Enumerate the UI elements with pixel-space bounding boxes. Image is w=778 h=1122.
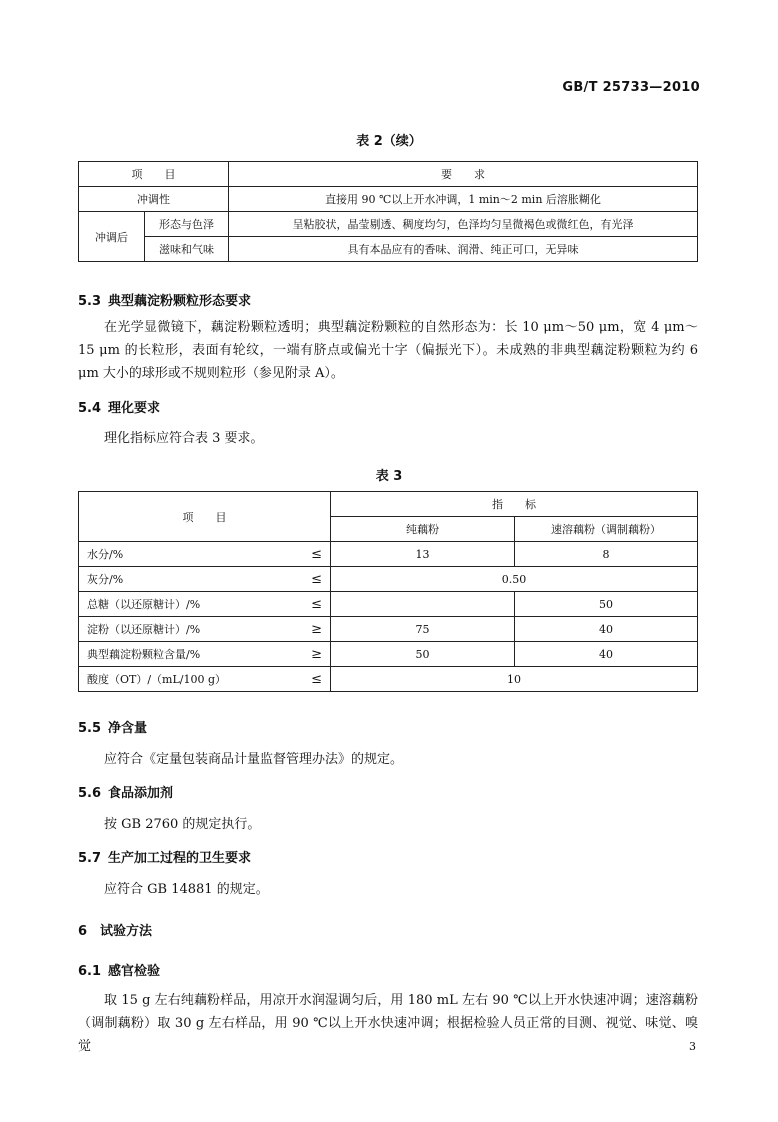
section-heading: [78, 717, 147, 736]
section-number: 5.4: [78, 401, 102, 416]
row-name: 淀粉（以还原糖计）/%: [79, 617, 279, 642]
row-symbol: ≥: [279, 617, 331, 642]
section-number: 5.7: [78, 851, 102, 866]
section-heading: [78, 782, 173, 801]
row-subitem: 形态与色泽: [145, 212, 229, 237]
table-row: [79, 542, 698, 567]
row-merged-value: 0.50: [331, 567, 698, 592]
row-name: 典型藕淀粉颗粒含量/%: [79, 642, 279, 667]
row-pure: 13: [331, 542, 515, 567]
header-instant: 速溶藕粉（调制藕粉）: [515, 517, 698, 542]
header-pure: 纯藕粉: [331, 517, 515, 542]
section-heading: [78, 397, 160, 416]
row-instant: 8: [515, 542, 698, 567]
section-title: 理化要求: [108, 401, 161, 416]
section-body: 取 15 g 左右纯藕粉样品，用凉开水润湿调匀后，用 180 mL 左右 90 ℃以上开水快速冲调；速溶藕粉（调制藕粉）取 30 g 左右样品，用 90 ℃以上开水快速冲调；根据检验人员正常的目测、视觉、味觉、嗅觉: [78, 993, 698, 1054]
section-body: 应符合《定量包装商品计量监督管理办法》的规定。: [104, 752, 404, 767]
header-requirement: 要 求: [229, 162, 698, 187]
row-subitem: 滋味和气味: [145, 237, 229, 262]
row-symbol: ≥: [279, 642, 331, 667]
table-2: [78, 161, 698, 262]
row-pure: [331, 592, 515, 617]
table3-caption: 表 3: [375, 469, 403, 484]
table-row: [79, 237, 698, 262]
row-name: 总糖（以还原糖计）/%: [79, 592, 279, 617]
section-title: 生产加工过程的卫生要求: [108, 851, 252, 866]
section-heading: [78, 290, 251, 309]
row-requirement: 直接用 90 ℃以上开水冲调，1 min～2 min 后溶胀糊化: [229, 187, 698, 212]
row-symbol: ≤: [279, 667, 331, 692]
row-group: 冲调后: [79, 212, 145, 262]
row-name: 酸度（OT）/（mL/100 g）: [79, 667, 279, 692]
table-3: [78, 491, 698, 692]
section-title: 试验方法: [100, 924, 153, 939]
table-row: [79, 642, 698, 667]
table-header-row: [79, 492, 698, 517]
table-row: [79, 592, 698, 617]
table-row: [79, 667, 698, 692]
section-title: 食品添加剂: [108, 786, 174, 801]
section-body: 按 GB 2760 的规定执行。: [104, 817, 261, 832]
section-number: 5.6: [78, 786, 102, 801]
row-instant: 40: [515, 617, 698, 642]
table-row: [79, 567, 698, 592]
section-number: 6.1: [78, 964, 102, 979]
row-instant: 40: [515, 642, 698, 667]
row-requirement: 呈粘胶状，晶莹剔透、稠度均匀，色泽均匀呈微褐色或微红色，有光泽: [229, 212, 698, 237]
row-merged-value: 10: [331, 667, 698, 692]
section-title: 典型藕淀粉颗粒形态要求: [108, 294, 252, 309]
section-body: 应符合 GB 14881 的规定。: [104, 882, 269, 897]
section-number: 6: [78, 924, 88, 939]
row-symbol: ≤: [279, 592, 331, 617]
section-body: 在光学显微镜下，藕淀粉颗粒透明；典型藕淀粉颗粒的自然形态为：长 10 μm～50 μm，宽 4 μm～15 μm 的长粒形，表面有轮纹，一端有脐点或偏光十字（偏振光下）。未成熟的非典型藕淀粉颗粒为约 6 μm 大小的球形或不规则粒形（参见附录 A）。: [78, 320, 698, 381]
table2-caption: 表 2（续）: [356, 134, 422, 149]
table-row: [79, 187, 698, 212]
row-symbol: ≤: [279, 542, 331, 567]
row-pure: 50: [331, 642, 515, 667]
section-body: 理化指标应符合表 3 要求。: [104, 431, 264, 446]
row-name: 水分/%: [79, 542, 279, 567]
section-number: 5.3: [78, 294, 102, 309]
row-item: 冲调性: [79, 187, 229, 212]
row-pure: 75: [331, 617, 515, 642]
page-number: 3: [689, 1040, 696, 1053]
section-heading: [78, 960, 160, 979]
row-symbol: ≤: [279, 567, 331, 592]
section-number: 5.5: [78, 721, 102, 736]
section-heading: [78, 847, 251, 866]
table-row: [79, 617, 698, 642]
table-row: [79, 212, 698, 237]
header-item: 项 目: [79, 492, 331, 542]
standard-number: GB/T 25733—2010: [562, 80, 700, 95]
row-instant: 50: [515, 592, 698, 617]
section-heading: [78, 920, 152, 939]
row-requirement: 具有本品应有的香味、润滑、纯正可口，无异味: [229, 237, 698, 262]
table-header-row: [79, 162, 698, 187]
header-index: 指 标: [331, 492, 698, 517]
header-item: 项 目: [79, 162, 229, 187]
section-title: 净含量: [108, 721, 148, 736]
section-title: 感官检验: [108, 964, 161, 979]
row-name: 灰分/%: [79, 567, 279, 592]
